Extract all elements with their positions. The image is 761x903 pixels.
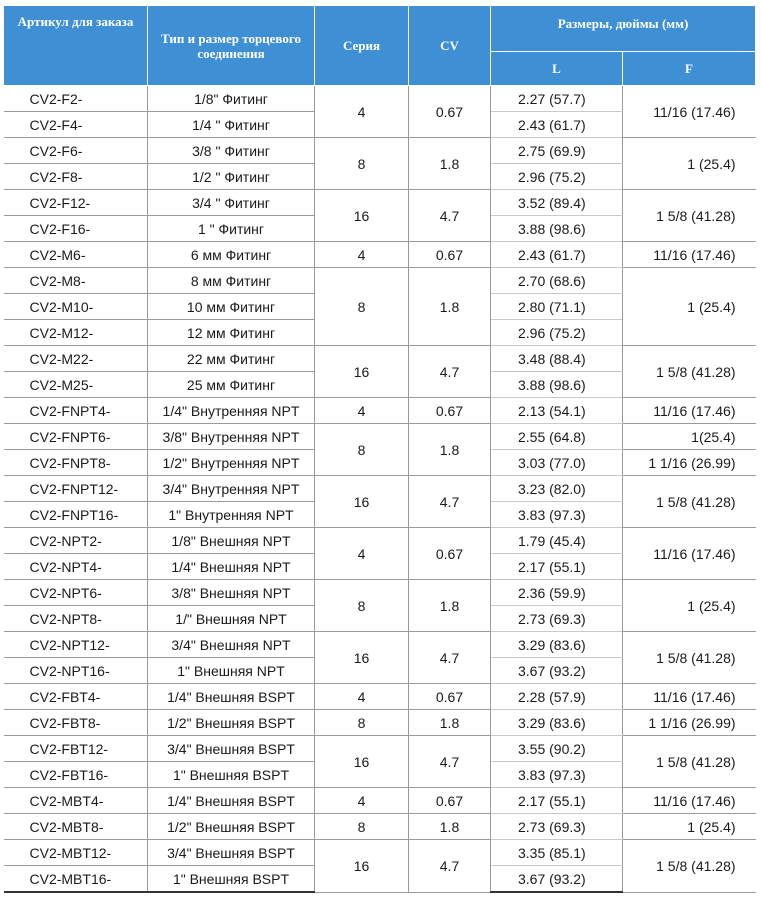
length-l-cell: 3.83 (97.3) xyxy=(491,762,623,788)
cv-cell: 1.8 xyxy=(409,424,491,476)
connection-type-cell: 1/4" Внутренняя NPT xyxy=(148,398,315,424)
table-row xyxy=(4,840,756,866)
series-cell: 8 xyxy=(315,814,409,840)
cv-cell: 1.8 xyxy=(409,814,491,840)
article-cell: CV2-NPT16- xyxy=(4,658,148,684)
table-row xyxy=(4,398,756,424)
connection-type-cell: 1/2 " Фитинг xyxy=(148,164,315,190)
length-l-cell: 2.43 (61.7) xyxy=(491,112,623,138)
dimension-f-cell: 11/16 (17.46) xyxy=(623,788,756,814)
cv-cell: 1.8 xyxy=(409,710,491,736)
header-series: Серия xyxy=(315,6,409,86)
dimension-f-cell: 1 5/8 (41.28) xyxy=(623,476,756,528)
fittings-spec-table xyxy=(3,5,756,893)
connection-type-cell: 1/8" Внешняя NPT xyxy=(148,528,315,554)
dimension-f-cell: 1 (25.4) xyxy=(623,138,756,190)
table-row xyxy=(4,632,756,658)
length-l-cell: 3.52 (89.4) xyxy=(491,190,623,216)
table-row xyxy=(4,580,756,606)
connection-type-cell: 22 мм Фитинг xyxy=(148,346,315,372)
length-l-cell: 2.96 (75.2) xyxy=(491,164,623,190)
connection-type-cell: 1" Внешняя BSPT xyxy=(148,762,315,788)
length-l-cell: 2.36 (59.9) xyxy=(491,580,623,606)
article-cell: CV2-F16- xyxy=(4,216,148,242)
dimension-f-cell: 11/16 (17.46) xyxy=(623,684,756,710)
cv-cell: 4.7 xyxy=(409,840,491,893)
series-cell: 4 xyxy=(315,242,409,268)
dimension-f-cell: 1 (25.4) xyxy=(623,268,756,346)
connection-type-cell: 3/4" Внешняя NPT xyxy=(148,632,315,658)
cv-cell: 4.7 xyxy=(409,190,491,242)
connection-type-cell: 3/8 " Фитинг xyxy=(148,138,315,164)
article-cell: CV2-F4- xyxy=(4,112,148,138)
connection-type-cell: 1/4" Внешняя BSPT xyxy=(148,788,315,814)
connection-type-cell: 3/8" Внешняя NPT xyxy=(148,580,315,606)
connection-type-cell: 1/" Внешняя NPT xyxy=(148,606,315,632)
table-row xyxy=(4,788,756,814)
article-cell: CV2-FNPT8- xyxy=(4,450,148,476)
length-l-cell: 3.35 (85.1) xyxy=(491,840,623,866)
series-cell: 16 xyxy=(315,736,409,788)
series-cell: 4 xyxy=(315,398,409,424)
table-header xyxy=(4,6,756,86)
length-l-cell: 2.17 (55.1) xyxy=(491,554,623,580)
dimension-f-cell: 1 1/16 (26.99) xyxy=(623,450,756,476)
length-l-cell: 3.29 (83.6) xyxy=(491,710,623,736)
table-row xyxy=(4,268,756,294)
table-row xyxy=(4,346,756,372)
connection-type-cell: 1" Внешняя BSPT xyxy=(148,866,315,893)
series-cell: 4 xyxy=(315,788,409,814)
series-cell: 4 xyxy=(315,684,409,710)
table-row xyxy=(4,476,756,502)
header-dimensions: Размеры, дюймы (мм) xyxy=(491,6,756,52)
article-cell: CV2-F6- xyxy=(4,138,148,164)
series-cell: 16 xyxy=(315,190,409,242)
connection-type-cell: 8 мм Фитинг xyxy=(148,268,315,294)
length-l-cell: 2.75 (69.9) xyxy=(491,138,623,164)
connection-type-cell: 3/4" Внутренняя NPT xyxy=(148,476,315,502)
cv-cell: 4.7 xyxy=(409,736,491,788)
dimension-f-cell: 1(25.4) xyxy=(623,424,756,450)
cv-cell: 1.8 xyxy=(409,138,491,190)
length-l-cell: 2.28 (57.9) xyxy=(491,684,623,710)
article-cell: CV2-MBT16- xyxy=(4,866,148,893)
connection-type-cell: 1/4 " Фитинг xyxy=(148,112,315,138)
table-row xyxy=(4,684,756,710)
connection-type-cell: 1/4" Внешняя BSPT xyxy=(148,684,315,710)
length-l-cell: 3.67 (93.2) xyxy=(491,866,623,893)
dimension-f-cell: 1 1/16 (26.99) xyxy=(623,710,756,736)
connection-type-cell: 1/2" Внешняя BSPT xyxy=(148,814,315,840)
table-row xyxy=(4,138,756,164)
length-l-cell: 3.83 (97.3) xyxy=(491,502,623,528)
length-l-cell: 2.73 (69.3) xyxy=(491,606,623,632)
article-cell: CV2-FBT4- xyxy=(4,684,148,710)
connection-type-cell: 10 мм Фитинг xyxy=(148,294,315,320)
table-row xyxy=(4,528,756,554)
header-article: Артикул для заказа xyxy=(4,6,148,86)
series-cell: 8 xyxy=(315,710,409,736)
cv-cell: 0.67 xyxy=(409,788,491,814)
cv-cell: 0.67 xyxy=(409,86,491,138)
dimension-f-cell: 1 (25.4) xyxy=(623,814,756,840)
cv-cell: 4.7 xyxy=(409,476,491,528)
article-cell: CV2-F8- xyxy=(4,164,148,190)
connection-type-cell: 3/8" Внутренняя NPT xyxy=(148,424,315,450)
article-cell: CV2-M12- xyxy=(4,320,148,346)
table-row xyxy=(4,736,756,762)
table-row xyxy=(4,86,756,112)
series-cell: 8 xyxy=(315,424,409,476)
length-l-cell: 2.96 (75.2) xyxy=(491,320,623,346)
article-cell: CV2-NPT6- xyxy=(4,580,148,606)
article-cell: CV2-MBT12- xyxy=(4,840,148,866)
length-l-cell: 3.88 (98.6) xyxy=(491,372,623,398)
connection-type-cell: 3/4" Внешняя BSPT xyxy=(148,736,315,762)
cv-cell: 0.67 xyxy=(409,684,491,710)
length-l-cell: 3.03 (77.0) xyxy=(491,450,623,476)
length-l-cell: 2.70 (68.6) xyxy=(491,268,623,294)
length-l-cell: 3.23 (82.0) xyxy=(491,476,623,502)
length-l-cell: 3.67 (93.2) xyxy=(491,658,623,684)
length-l-cell: 2.73 (69.3) xyxy=(491,814,623,840)
table-row xyxy=(4,424,756,450)
cv-cell: 0.67 xyxy=(409,398,491,424)
series-cell: 16 xyxy=(315,632,409,684)
series-cell: 16 xyxy=(315,346,409,398)
connection-type-cell: 6 мм Фитинг xyxy=(148,242,315,268)
cv-cell: 0.67 xyxy=(409,242,491,268)
article-cell: CV2-NPT2- xyxy=(4,528,148,554)
series-cell: 16 xyxy=(315,476,409,528)
connection-type-cell: 25 мм Фитинг xyxy=(148,372,315,398)
article-cell: CV2-FNPT16- xyxy=(4,502,148,528)
dimension-f-cell: 11/16 (17.46) xyxy=(623,528,756,580)
connection-type-cell: 1/2" Внешняя BSPT xyxy=(148,710,315,736)
series-cell: 4 xyxy=(315,528,409,580)
dimension-f-cell: 11/16 (17.46) xyxy=(623,242,756,268)
table-body xyxy=(4,86,756,893)
article-cell: CV2-F2- xyxy=(4,86,148,112)
length-l-cell: 3.29 (83.6) xyxy=(491,632,623,658)
dimension-f-cell: 1 5/8 (41.28) xyxy=(623,346,756,398)
table-row xyxy=(4,242,756,268)
series-cell: 4 xyxy=(315,86,409,138)
length-l-cell: 2.13 (54.1) xyxy=(491,398,623,424)
article-cell: CV2-FNPT12- xyxy=(4,476,148,502)
dimension-f-cell: 11/16 (17.46) xyxy=(623,398,756,424)
connection-type-cell: 1" Внешняя NPT xyxy=(148,658,315,684)
table-row xyxy=(4,710,756,736)
article-cell: CV2-MBT8- xyxy=(4,814,148,840)
article-cell: CV2-M22- xyxy=(4,346,148,372)
article-cell: CV2-NPT12- xyxy=(4,632,148,658)
cv-cell: 0.67 xyxy=(409,528,491,580)
table-row xyxy=(4,190,756,216)
header-l: L xyxy=(491,52,623,86)
length-l-cell: 2.43 (61.7) xyxy=(491,242,623,268)
length-l-cell: 3.88 (98.6) xyxy=(491,216,623,242)
dimension-f-cell: 1 (25.4) xyxy=(623,580,756,632)
series-cell: 16 xyxy=(315,840,409,893)
dimension-f-cell: 1 5/8 (41.28) xyxy=(623,840,756,893)
connection-type-cell: 1/4" Внешняя NPT xyxy=(148,554,315,580)
length-l-cell: 3.48 (88.4) xyxy=(491,346,623,372)
article-cell: CV2-FBT12- xyxy=(4,736,148,762)
connection-type-cell: 3/4 " Фитинг xyxy=(148,190,315,216)
cv-cell: 4.7 xyxy=(409,346,491,398)
dimension-f-cell: 1 5/8 (41.28) xyxy=(623,736,756,788)
length-l-cell: 3.55 (90.2) xyxy=(491,736,623,762)
article-cell: CV2-FNPT6- xyxy=(4,424,148,450)
article-cell: CV2-M8- xyxy=(4,268,148,294)
article-cell: CV2-MBT4- xyxy=(4,788,148,814)
dimension-f-cell: 11/16 (17.46) xyxy=(623,86,756,138)
cv-cell: 1.8 xyxy=(409,268,491,346)
connection-type-cell: 1 " Фитинг xyxy=(148,216,315,242)
header-cv: CV xyxy=(409,6,491,86)
connection-type-cell: 1/8" Фитинг xyxy=(148,86,315,112)
series-cell: 8 xyxy=(315,268,409,346)
dimension-f-cell: 1 5/8 (41.28) xyxy=(623,632,756,684)
article-cell: CV2-M25- xyxy=(4,372,148,398)
article-cell: CV2-NPT4- xyxy=(4,554,148,580)
article-cell: CV2-F12- xyxy=(4,190,148,216)
cv-cell: 4.7 xyxy=(409,632,491,684)
length-l-cell: 2.55 (64.8) xyxy=(491,424,623,450)
length-l-cell: 1.79 (45.4) xyxy=(491,528,623,554)
dimension-f-cell: 1 5/8 (41.28) xyxy=(623,190,756,242)
length-l-cell: 2.27 (57.7) xyxy=(491,86,623,112)
article-cell: CV2-M6- xyxy=(4,242,148,268)
series-cell: 8 xyxy=(315,138,409,190)
cv-cell: 1.8 xyxy=(409,580,491,632)
connection-type-cell: 3/4" Внешняя BSPT xyxy=(148,840,315,866)
article-cell: CV2-FNPT4- xyxy=(4,398,148,424)
header-f: F xyxy=(623,52,756,86)
length-l-cell: 2.17 (55.1) xyxy=(491,788,623,814)
connection-type-cell: 12 мм Фитинг xyxy=(148,320,315,346)
series-cell: 8 xyxy=(315,580,409,632)
connection-type-cell: 1/2" Внутренняя NPT xyxy=(148,450,315,476)
length-l-cell: 2.80 (71.1) xyxy=(491,294,623,320)
article-cell: CV2-NPT8- xyxy=(4,606,148,632)
table-row xyxy=(4,814,756,840)
article-cell: CV2-M10- xyxy=(4,294,148,320)
article-cell: CV2-FBT16- xyxy=(4,762,148,788)
article-cell: CV2-FBT8- xyxy=(4,710,148,736)
header-type: Тип и размер торцевого соединения xyxy=(148,6,315,86)
connection-type-cell: 1" Внутренняя NPT xyxy=(148,502,315,528)
